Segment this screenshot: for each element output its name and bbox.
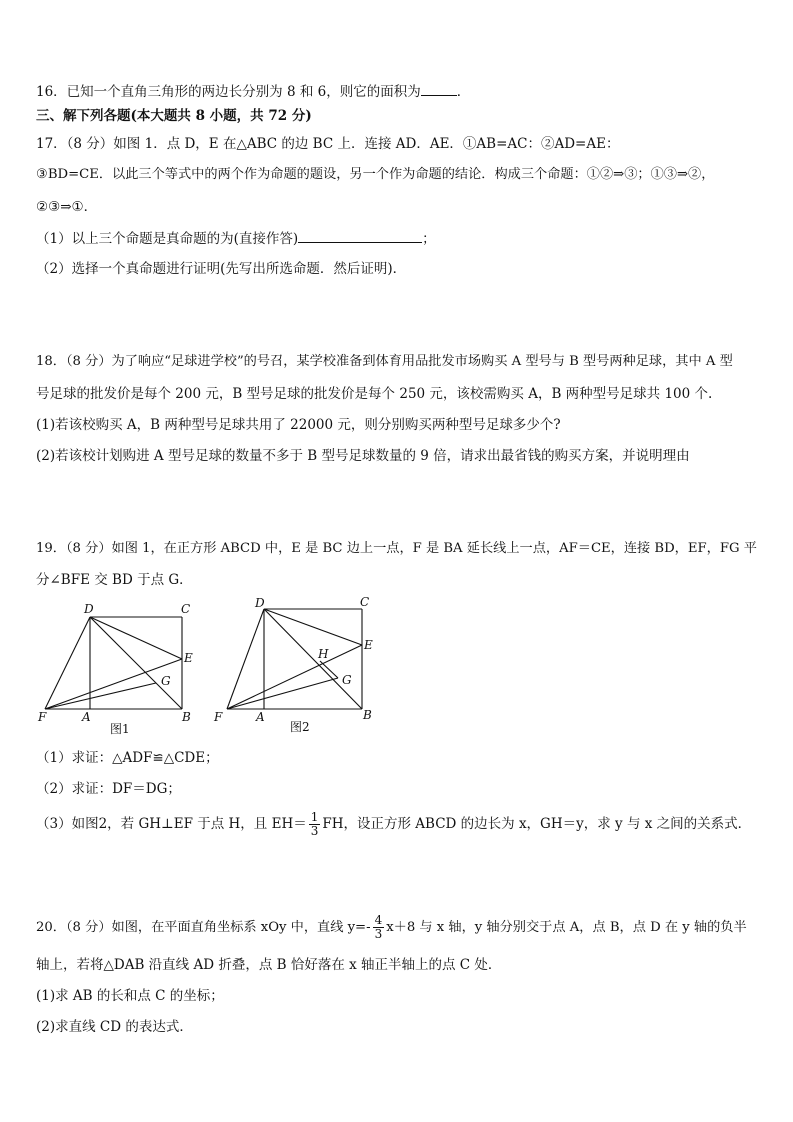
q20-line2: 轴上，若将△DAB 沿直线 AD 折叠，点 B 恰好落在 x 轴正半轴上的点 C 处． xyxy=(36,957,502,973)
q19-part2: （2）求证：DF＝DG； xyxy=(36,781,181,797)
q17-line1: 17．（8 分）如图 1．点 D，E 在△ABC 的边 BC 上．连接 AD．AE．①AB=AC：②AD=AE： xyxy=(36,136,620,152)
fig1-label-C: C xyxy=(181,602,191,616)
fig1-label-E: E xyxy=(184,651,193,665)
q18-line2: 号足球的批发价是每个 200 元，B 型号足球的批发价是每个 250 元，该校需购买 A，B 两种型号足球共 100 个. xyxy=(36,386,713,402)
fig2-label-F: F xyxy=(214,710,223,724)
figure-2 xyxy=(227,609,362,709)
q18-part2: (2)若该校计划购进 A 型号足球的数量不多于 B 型号足球数量的 9 倍，请求出最省钱的购买方案，并说明理由 xyxy=(36,448,690,464)
q16-end: ． xyxy=(456,84,471,100)
q17-part1-text: （1）以上三个命题是真命题的为(直接作答) xyxy=(36,231,299,247)
figure-1 xyxy=(45,617,182,709)
fig2-caption: 图2 xyxy=(290,720,310,734)
fig2-label-A: A xyxy=(256,710,265,724)
q20-part2: (2)求直线 CD 的表达式． xyxy=(36,1019,193,1035)
q20-line1-b: x＋8 与 x 轴，y 轴分别交于点 A，点 B，点 D 在 y 轴的负半 xyxy=(386,920,747,935)
q20-line1 xyxy=(36,912,747,944)
q17-part1 xyxy=(36,228,436,249)
fig2-label-H: H xyxy=(318,647,329,661)
fig1-caption: 图1 xyxy=(110,722,130,736)
q20-frac-num: 4 xyxy=(374,913,383,927)
q19-part3-a: （3）如图2，若 GH⊥EF 于点 H，且 EH＝ xyxy=(36,816,307,832)
q20-frac-den: 3 xyxy=(374,927,383,941)
geometry-figures xyxy=(0,595,793,745)
q18-part1: (1)若该校购买 A，B 两种型号足球共用了 22000 元，则分别购买两种型号足球多少个? xyxy=(36,417,561,433)
q16-answer-blank[interactable] xyxy=(421,81,457,96)
q17-part1-end: ； xyxy=(422,231,436,247)
q19-line1: 19．（8 分）如图 1，在正方形 ABCD 中，E 是 BC 边上一点，F 是 BA 延长线上一点，AF＝CE，连接 BD，EF，FG 平 xyxy=(36,541,757,556)
fig2-label-D: D xyxy=(255,596,265,610)
q19-part1: （1）求证：△ADF≌△CDE； xyxy=(36,750,219,766)
q19-part3-b: FH，设正方形 ABCD 的边长为 x，GH＝y，求 y 与 x 之间的关系式． xyxy=(322,816,752,832)
q17-line3: ②③⇒①． xyxy=(36,199,98,215)
fig2-label-E: E xyxy=(364,638,373,652)
q16-line xyxy=(36,81,470,102)
fig1-label-G: G xyxy=(161,674,171,688)
q20-fraction xyxy=(373,914,385,941)
q17-part2: （2）选择一个真命题进行证明(先写出所选命题．然后证明)． xyxy=(36,261,407,277)
q20-line1-a: 20．（8 分）如图，在平面直角坐标系 xOy 中，直线 y=- xyxy=(36,920,371,935)
fig2-label-C: C xyxy=(360,595,370,609)
q17-line2: ③BD=CE．以此三个等式中的两个作为命题的题设，另一个作为命题的结论．构成三个命题：①②⇒③；①③⇒②， xyxy=(36,167,715,182)
fig1-seg-FG xyxy=(45,683,156,709)
q19-line2: 分∠BFE 交 BD 于点 G． xyxy=(36,572,193,588)
q19-fraction xyxy=(309,811,321,838)
q18-line1: 18．（8 分）为了响应“足球进学校”的号召，某学校准备到体育用品批发市场购买 A 型号与 B 型号两种足球，其中 A 型 xyxy=(36,354,733,369)
fig1-label-B: B xyxy=(182,710,191,724)
q17-answer-blank[interactable] xyxy=(298,228,422,243)
q19-frac-den: 3 xyxy=(310,824,319,838)
fig2-label-B: B xyxy=(363,708,372,722)
q19-part3 xyxy=(36,808,751,840)
q19-frac-num: 1 xyxy=(310,810,319,824)
fig1-seg-DE xyxy=(90,617,182,659)
fig1-label-F: F xyxy=(38,710,47,724)
fig2-label-G: G xyxy=(342,673,352,687)
fig1-label-A: A xyxy=(82,710,91,724)
q16-text: 16．已知一个直角三角形的两边长分别为 8 和 6，则它的面积为 xyxy=(36,84,421,100)
fig2-seg-DE xyxy=(264,609,362,645)
fig1-label-D: D xyxy=(84,602,94,616)
section-heading: 三、解下列各题(本大题共 8 小题，共 72 分) xyxy=(36,108,312,124)
q20-part1: (1)求 AB 的长和点 C 的坐标； xyxy=(36,988,224,1004)
